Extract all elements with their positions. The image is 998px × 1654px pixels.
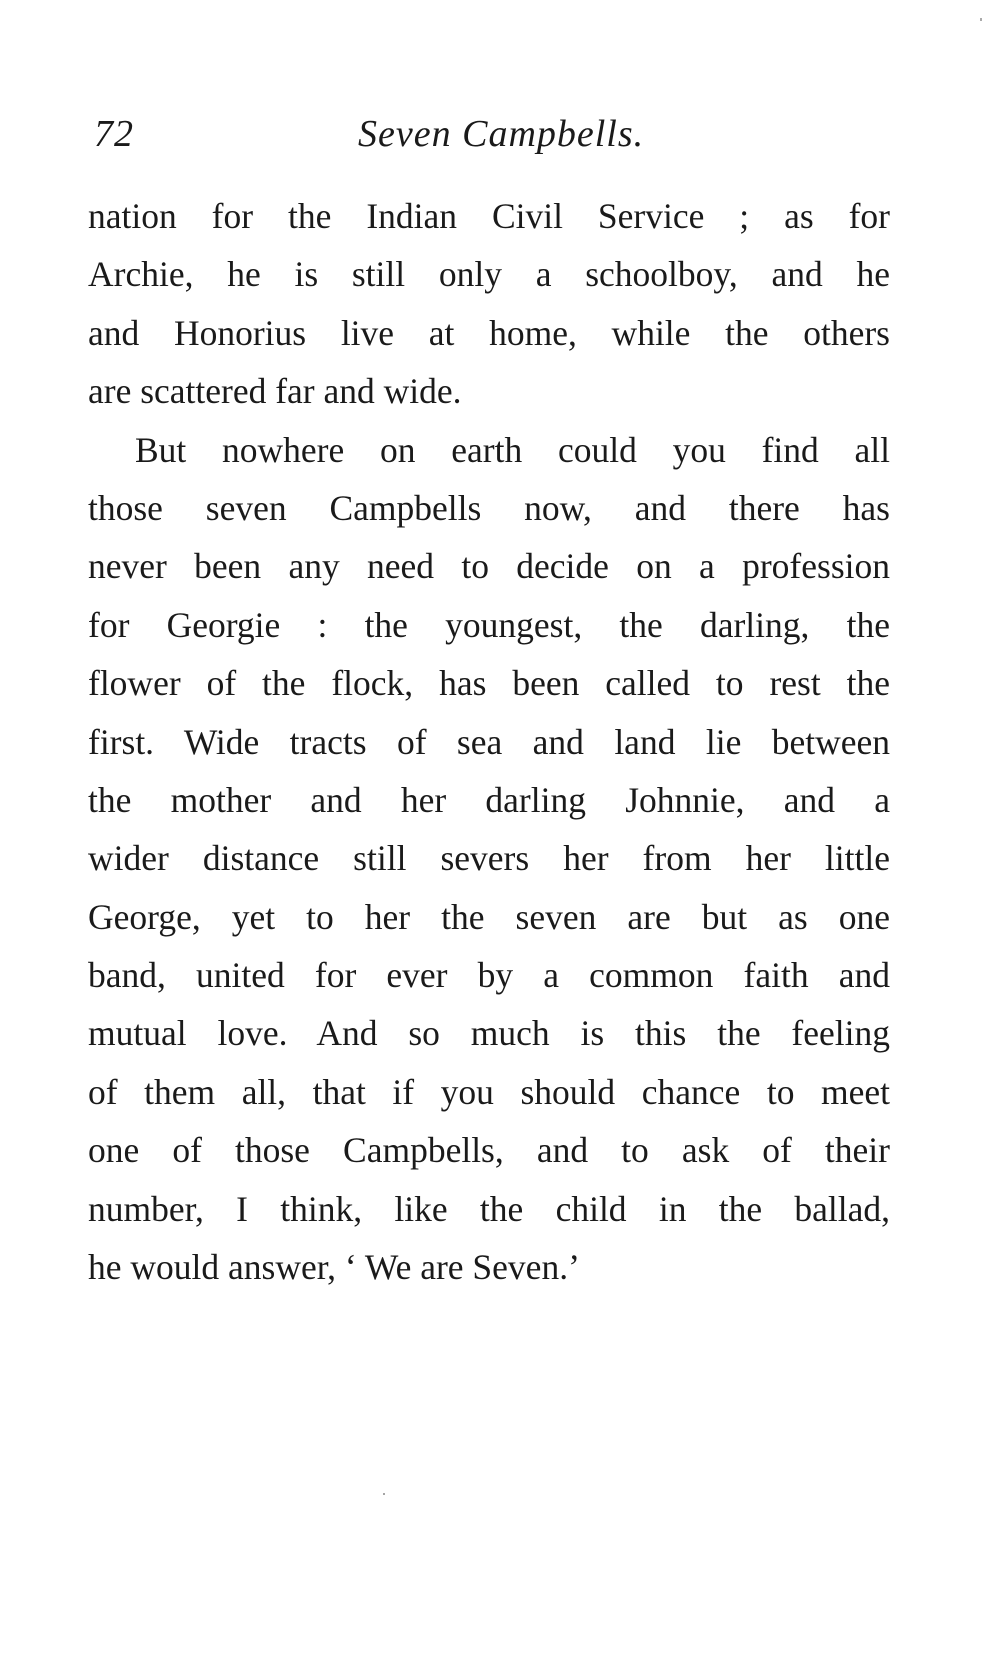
text-line: are scattered far and wide. [88, 371, 462, 412]
paragraph-1 [88, 187, 890, 421]
text-line: the mother and her darling Johnnie, and a [88, 779, 890, 820]
page-number: 72 [94, 113, 134, 155]
text-line: Archie, he is still only a schoolboy, and he [88, 254, 890, 295]
text-line: George, yet to her the seven are but as one [88, 896, 890, 937]
paper-speck [383, 1493, 385, 1495]
text-line: But nowhere on earth could you find all [135, 429, 890, 470]
text-line: those seven Campbells now, and there has [88, 487, 890, 528]
text-line: wider distance still severs her from her little [88, 838, 890, 879]
text-line: number, I think, like the child in the ballad, [88, 1188, 890, 1229]
text-line: band, united for ever by a common faith and [88, 955, 890, 996]
paragraph-2 [88, 421, 890, 1297]
text-line: of them all, that if you should chance to meet [88, 1071, 890, 1112]
text-line: for Georgie : the youngest, the darling, the [88, 604, 890, 645]
running-head [88, 112, 890, 164]
corner-speck [980, 18, 982, 21]
text-line: first. Wide tracts of sea and land lie between [88, 721, 890, 762]
text-line: mutual love. And so much is this the feeling [88, 1013, 890, 1054]
text-line: never been any need to decide on a profession [88, 546, 890, 587]
body-text [88, 187, 890, 1296]
text-line: flower of the flock, has been called to rest the [88, 663, 890, 704]
running-title: Seven Campbells. [358, 113, 645, 155]
text-line: nation for the Indian Civil Service ; as for [88, 196, 890, 236]
text-line: one of those Campbells, and to ask of their [88, 1130, 890, 1171]
text-line: and Honorius live at home, while the others [88, 312, 890, 353]
text-line: he would answer, ‘ We are Seven.’ [88, 1247, 580, 1288]
